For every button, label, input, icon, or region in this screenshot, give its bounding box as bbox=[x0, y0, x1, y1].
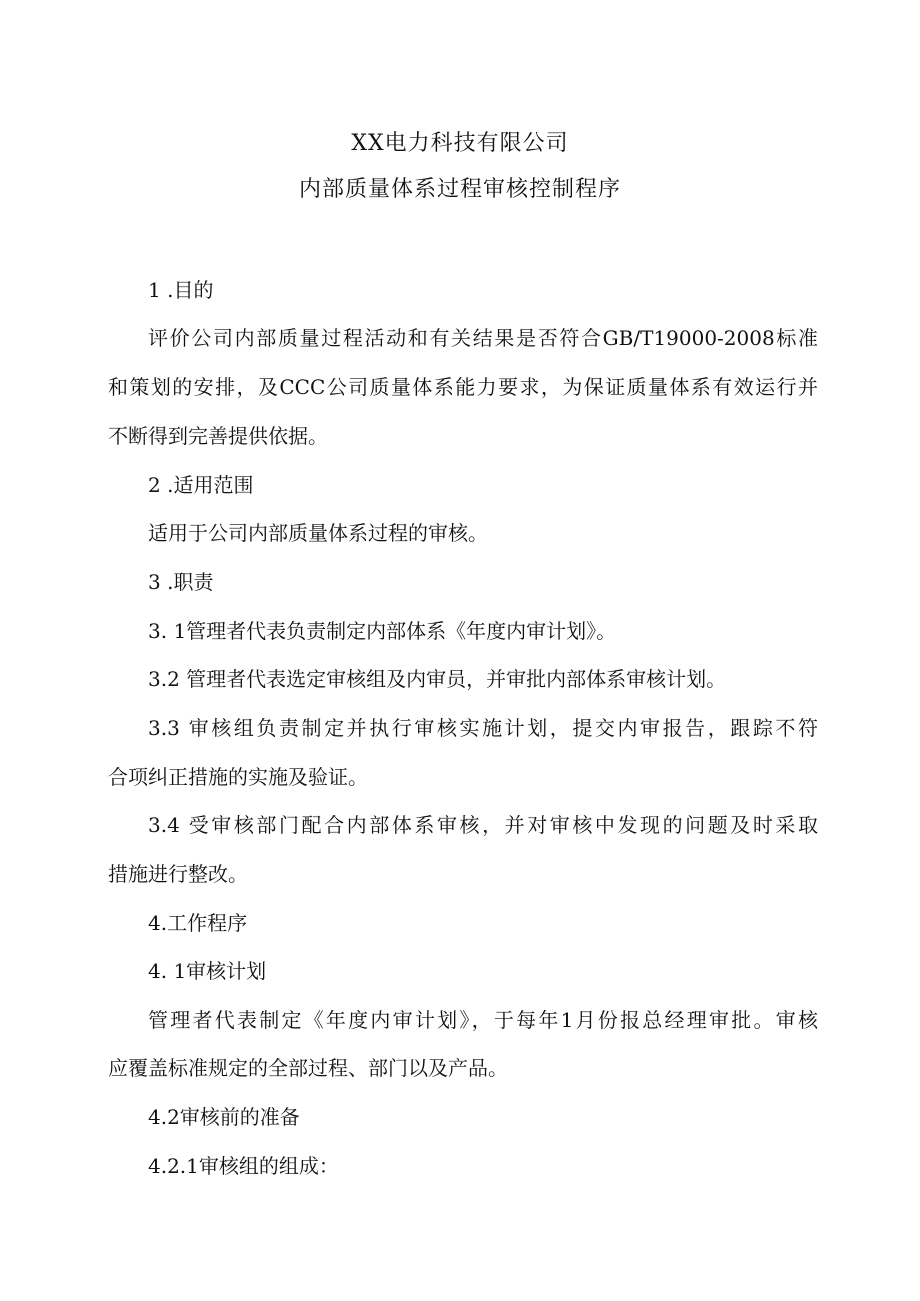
paragraph-line: 3.4 受审核部门配合内部体系审核，并对审核中发现的问题及时采取 bbox=[148, 813, 818, 837]
paragraph-line: 措施进行整改。 bbox=[108, 862, 248, 886]
subsection-heading: 4.2审核前的准备 bbox=[148, 1105, 300, 1129]
paragraph-line: 应覆盖标准规定的全部过程、部门以及产品。 bbox=[108, 1056, 508, 1080]
paragraph-line: 3. 1管理者代表负责制定内部体系《年度内审计划》。 bbox=[148, 619, 617, 643]
paragraph-line: 评价公司内部质量过程活动和有关结果是否符合GB/T19000-2008标准 bbox=[148, 326, 818, 350]
paragraph-line: 3.2 管理者代表选定审核组及内审员，并审批内部体系审核计划。 bbox=[148, 667, 727, 691]
subsection-heading: 4. 1审核计划 bbox=[148, 959, 267, 983]
section-heading: 1 .目的 bbox=[148, 278, 214, 302]
paragraph-line: 不断得到完善提供依据。 bbox=[108, 424, 328, 448]
paragraph-line: 适用于公司内部质量体系过程的审核。 bbox=[148, 521, 488, 545]
section-heading: 4.工作程序 bbox=[148, 911, 248, 935]
subsection-heading: 4.2.1审核组的组成： bbox=[148, 1154, 339, 1178]
paragraph-line: 3.3 审核组负责制定并执行审核实施计划，提交内审报告，跟踪不符 bbox=[148, 716, 818, 740]
section-heading: 3 .职责 bbox=[148, 570, 214, 594]
company-name: XX电力科技有限公司 bbox=[351, 131, 569, 156]
document-title: 内部质量体系过程审核控制程序 bbox=[298, 177, 621, 202]
paragraph-line: 管理者代表制定《年度内审计划》，于每年1月份报总经理审批。审核 bbox=[148, 1008, 818, 1032]
paragraph-line: 合项纠正措施的实施及验证。 bbox=[108, 765, 368, 789]
section-heading: 2 .适用范围 bbox=[148, 473, 254, 497]
paragraph-line: 和策划的安排，及CCC公司质量体系能力要求，为保证质量体系有效运行并 bbox=[108, 375, 818, 399]
